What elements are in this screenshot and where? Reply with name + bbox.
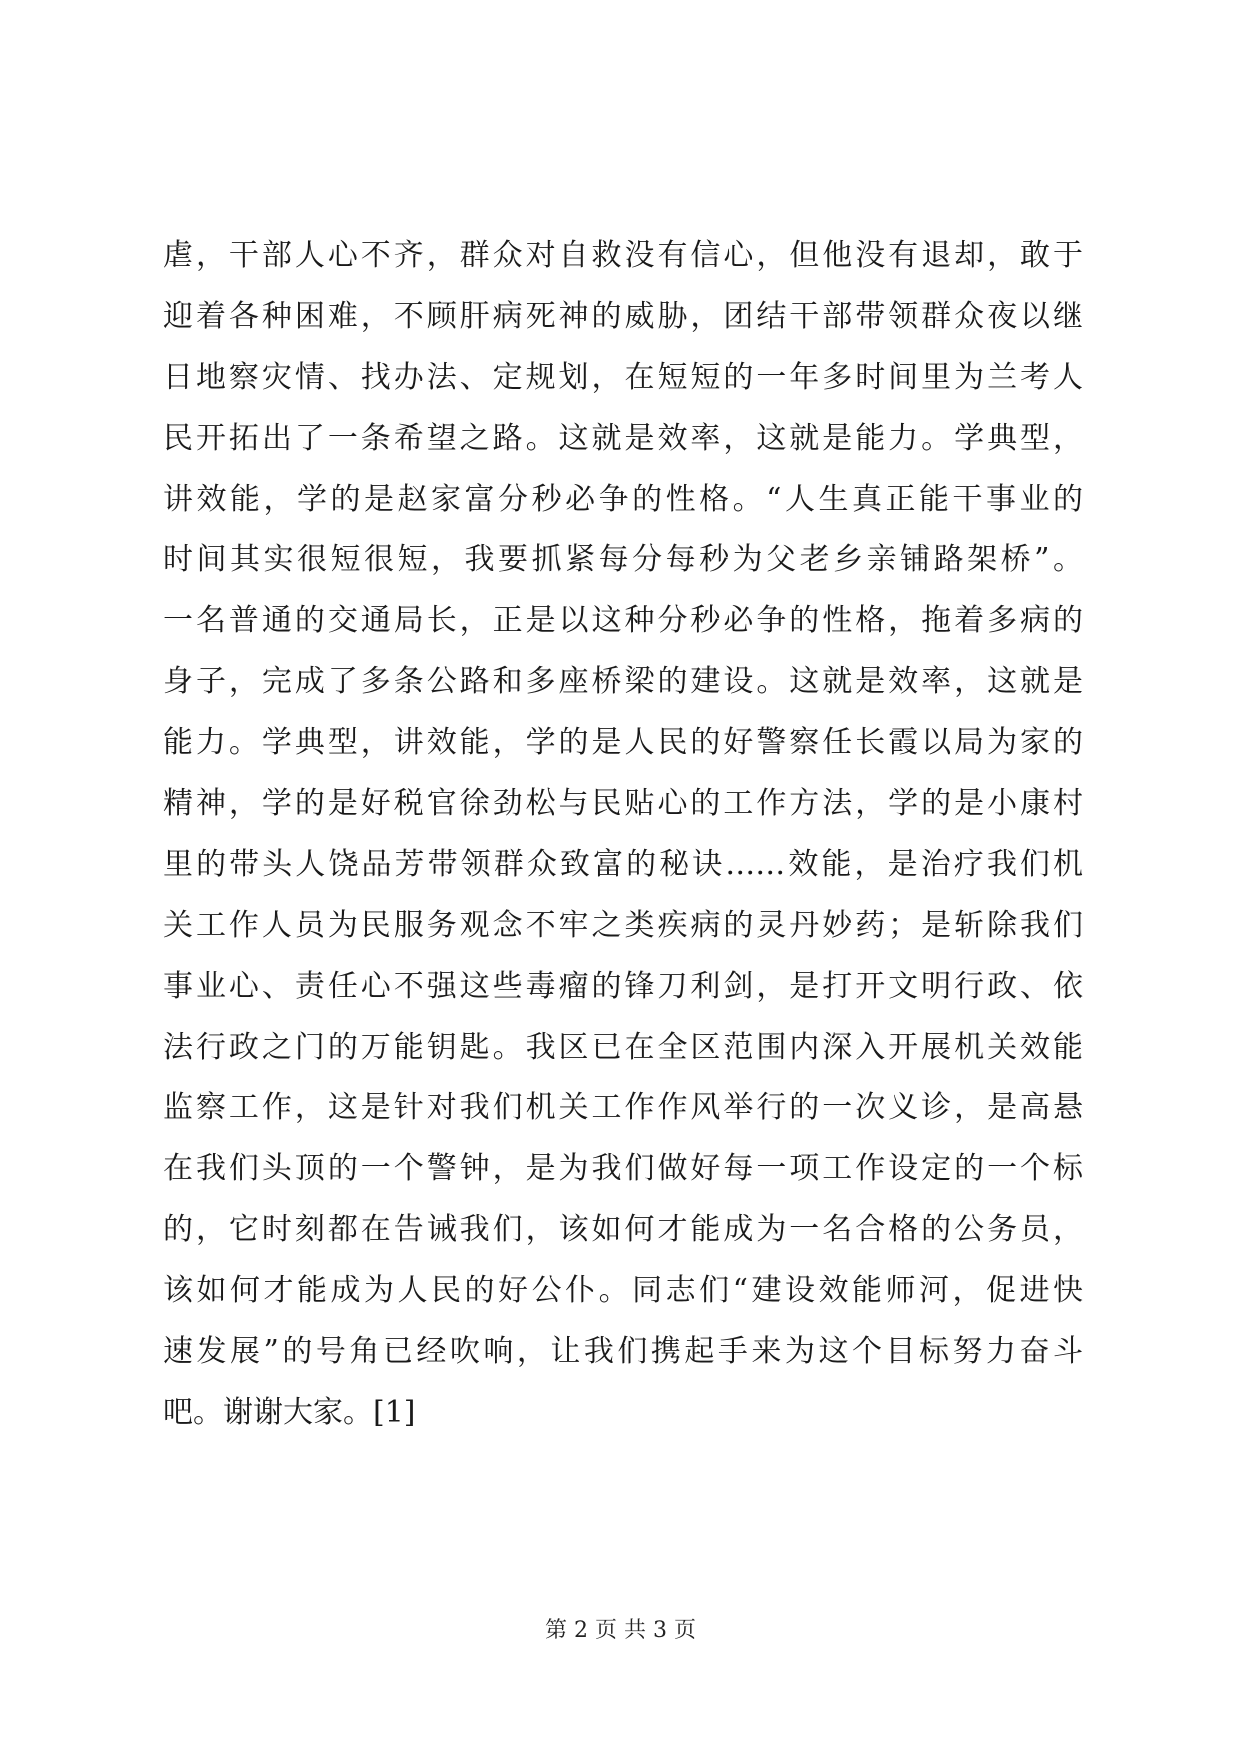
text-line: 能力。学典型，讲效能，学的是人民的好警察任长霞以局为家的 xyxy=(163,725,1083,761)
text-line: 事业心、责任心不强这些毒瘤的锋刀利剑，是打开文明行政、依 xyxy=(163,968,1083,1004)
text-line: 速发展”的号角已经吹响，让我们携起手来为这个目标努力奋斗 xyxy=(163,1334,1083,1370)
body-text xyxy=(163,226,1083,1444)
text-line-last: 吧。谢谢大家。[1] xyxy=(163,1394,416,1430)
text-line: 精神，学的是好税官徐劲松与民贴心的工作方法，学的是小康村 xyxy=(163,786,1083,822)
text-line: 民开拓出了一条希望之路。这就是效率，这就是能力。学典型， xyxy=(163,420,1083,456)
page-footer: 第 2 页 共 3 页 xyxy=(545,1618,696,1643)
text-line: 一名普通的交通局长，正是以这种分秒必争的性格，拖着多病的 xyxy=(163,603,1083,639)
text-line: 虐，干部人心不齐，群众对自救没有信心，但他没有退却，敢于 xyxy=(163,238,1083,273)
text-line: 监察工作，这是针对我们机关工作作风举行的一次义诊，是高悬 xyxy=(163,1090,1083,1126)
text-line: 时间其实很短很短，我要抓紧每分每秒为父老乡亲铺路架桥”。 xyxy=(163,542,1083,578)
text-line: 的，它时刻都在告诫我们，该如何才能成为一名合格的公务员， xyxy=(163,1212,1083,1248)
text-line: 讲效能，学的是赵家富分秒必争的性格。“人生真正能干事业的 xyxy=(163,481,1083,517)
text-line: 身子，完成了多条公路和多座桥梁的建设。这就是效率，这就是 xyxy=(163,664,1083,700)
text-line: 日地察灾情、找办法、定规划，在短短的一年多时间里为兰考人 xyxy=(163,359,1083,395)
text-line: 里的带头人饶品芳带领群众致富的秘诀……效能，是治疗我们机 xyxy=(163,846,1083,882)
text-line: 该如何才能成为人民的好公仆。同志们“建设效能师河，促进快 xyxy=(163,1273,1083,1309)
text-line: 迎着各种困难，不顾肝病死神的威胁，团结干部带领群众夜以继 xyxy=(163,298,1083,334)
text-line: 法行政之门的万能钥匙。我区已在全区范围内深入开展机关效能 xyxy=(163,1029,1083,1065)
text-line: 在我们头顶的一个警钟，是为我们做好每一项工作设定的一个标 xyxy=(163,1151,1083,1187)
text-line: 关工作人员为民服务观念不牢之类疾病的灵丹妙药；是斩除我们 xyxy=(163,907,1083,943)
